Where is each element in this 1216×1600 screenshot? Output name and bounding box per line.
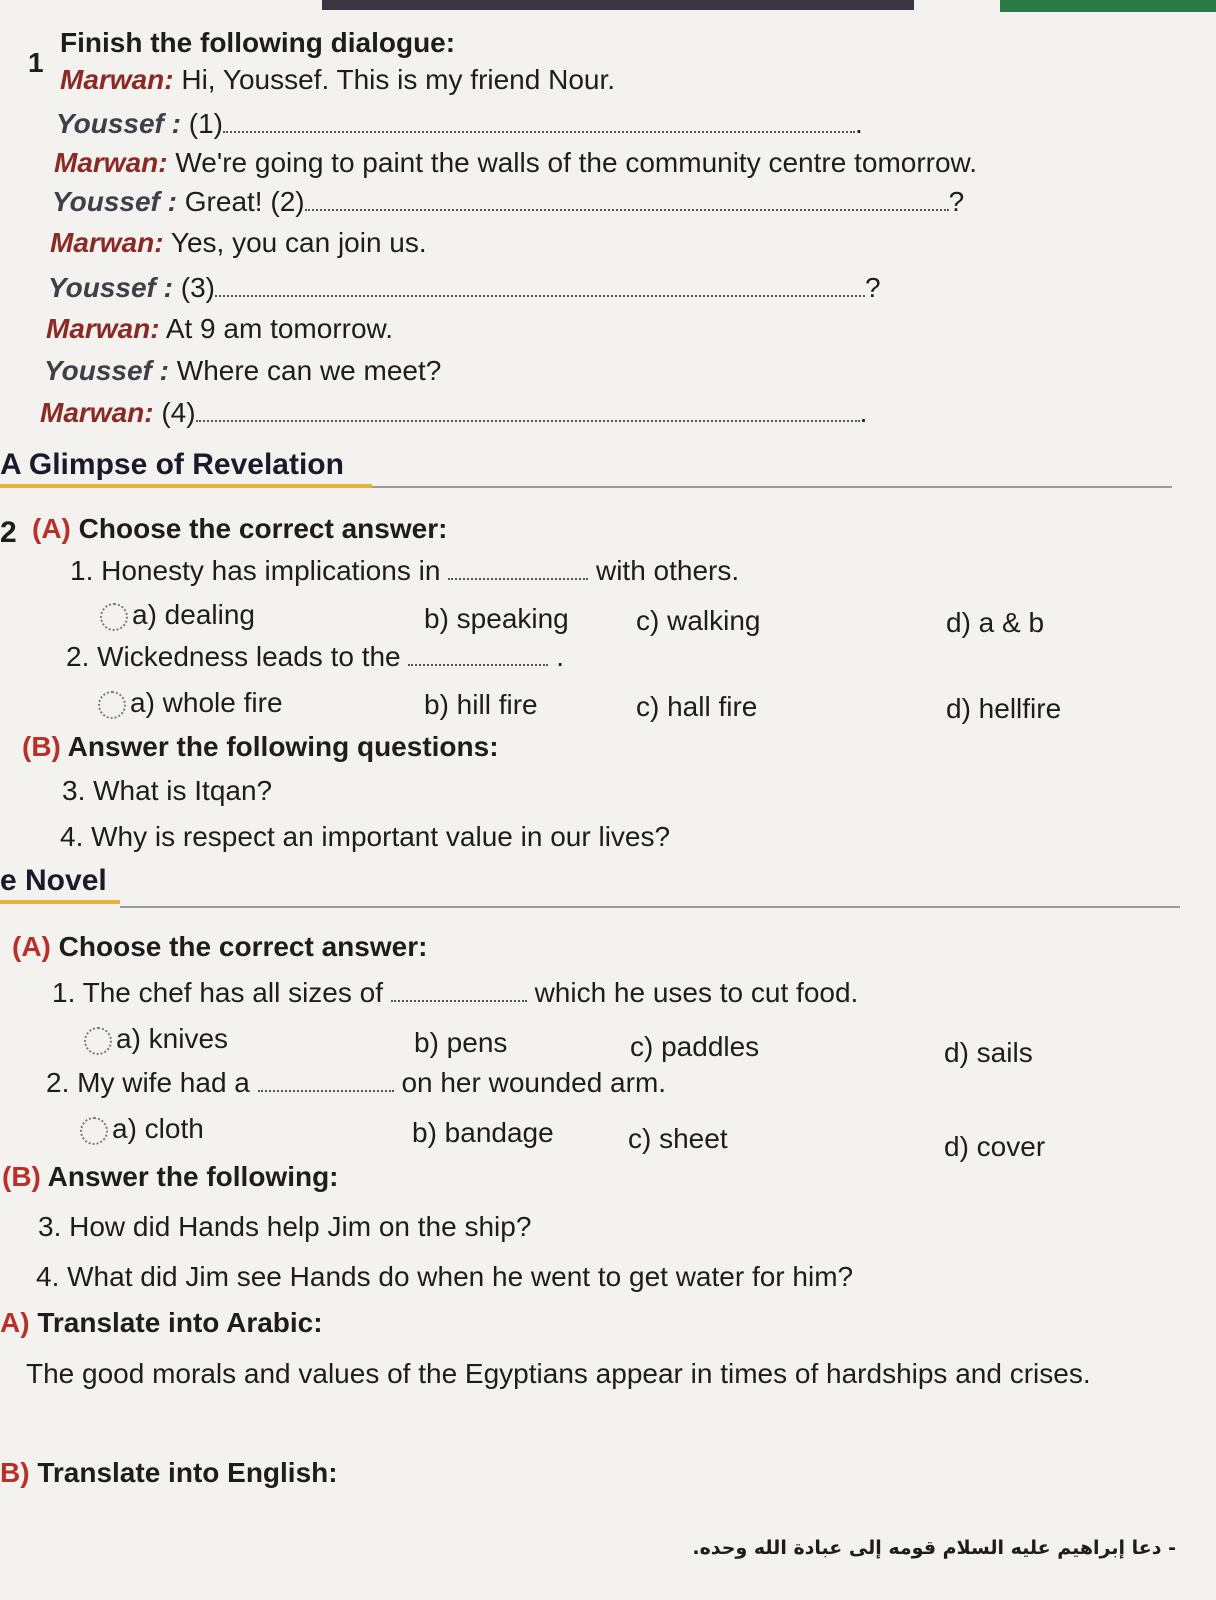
dialogue-line: Youssef : (3) ? <box>48 272 881 303</box>
part-heading: A) Translate into Arabic: <box>0 1307 323 1338</box>
answer-blank[interactable] <box>305 189 949 211</box>
answer-blank[interactable] <box>391 980 527 1002</box>
question-stem: 1. Honesty has implications in with others. <box>70 555 740 586</box>
section-underline <box>372 486 1172 488</box>
option-a[interactable]: a) knives <box>84 1022 228 1056</box>
top-green-stripe <box>1000 0 1216 12</box>
section-title: e Novel <box>0 864 107 897</box>
answer-blank[interactable] <box>215 275 865 297</box>
dialogue-line: Youssef : Great! (2) ? <box>52 186 965 217</box>
section-underline <box>120 906 1180 908</box>
open-question: 3. What is Itqan? <box>62 775 273 806</box>
dialogue-line: Youssef : Where can we meet? <box>44 355 442 386</box>
section-title: A Glimpse of Revelation <box>0 448 344 481</box>
option-b[interactable]: b) bandage <box>412 1117 554 1148</box>
top-dark-stripe <box>322 0 914 10</box>
part-heading: (B) Answer the following questions: <box>22 731 499 762</box>
part-heading: (A) Choose the correct answer: <box>12 931 428 962</box>
option-b[interactable]: b) speaking <box>424 603 569 634</box>
radio-icon[interactable] <box>98 691 126 719</box>
option-d[interactable]: d) hellfire <box>946 693 1062 724</box>
answer-blank[interactable] <box>223 111 855 133</box>
open-question: 4. What did Jim see Hands do when he went to get water for him? <box>36 1261 854 1292</box>
part-heading: (B) Answer the following: <box>2 1161 339 1192</box>
question-heading: Finish the following dialogue: <box>60 27 456 58</box>
open-question: 3. How did Hands help Jim on the ship? <box>38 1211 532 1242</box>
option-a[interactable]: a) whole fire <box>98 686 283 720</box>
answer-blank[interactable] <box>258 1070 394 1092</box>
top-color-bar <box>0 0 1216 12</box>
option-a[interactable]: a) cloth <box>80 1112 204 1146</box>
option-c[interactable]: c) hall fire <box>636 691 758 722</box>
radio-icon[interactable] <box>100 603 128 631</box>
dialogue-line: Marwan: At 9 am tomorrow. <box>46 313 393 344</box>
answer-blank[interactable] <box>448 558 588 580</box>
translation-passage: The good morals and values of the Egyptians appear in times of hardships and crises. <box>26 1358 1091 1389</box>
answer-blank[interactable] <box>196 400 860 422</box>
part-heading: (A) Choose the correct answer: <box>32 513 448 544</box>
option-b[interactable]: b) hill fire <box>424 689 538 720</box>
dialogue-line: Youssef : (1) . <box>56 108 863 139</box>
question-stem: 2. My wife had a on her wounded arm. <box>46 1067 667 1098</box>
dialogue-line: Marwan: We're going to paint the walls of the community centre tomorrow. <box>54 147 978 178</box>
option-c[interactable]: c) walking <box>636 605 761 636</box>
option-c[interactable]: c) paddles <box>630 1031 760 1062</box>
question-number: 2 <box>0 516 17 549</box>
option-d[interactable]: d) a & b <box>946 607 1045 638</box>
radio-icon[interactable] <box>80 1117 108 1145</box>
part-heading: B) Translate into English: <box>0 1457 338 1488</box>
option-d[interactable]: d) cover <box>944 1131 1046 1162</box>
answer-blank[interactable] <box>408 644 548 666</box>
arabic-passage: - دعا إبراهيم عليه السلام قومه إلى عبادة الله وحده. <box>692 1537 1176 1559</box>
dialogue-line: Marwan: Yes, you can join us. <box>50 227 427 258</box>
section-highlight <box>0 484 372 488</box>
open-question: 4. Why is respect an important value in our lives? <box>60 821 671 852</box>
question-number: 1 <box>28 47 44 78</box>
question-stem: 1. The chef has all sizes of which he uses to cut food. <box>52 977 859 1008</box>
section-highlight <box>0 900 120 904</box>
dialogue-line: Marwan: (4) . <box>40 397 868 428</box>
option-a[interactable]: a) dealing <box>100 598 255 632</box>
dialogue-line: Marwan: Hi, Youssef. This is my friend Nour. <box>60 64 616 95</box>
option-b[interactable]: b) pens <box>414 1027 508 1058</box>
option-c[interactable]: c) sheet <box>628 1123 728 1154</box>
option-d[interactable]: d) sails <box>944 1037 1033 1068</box>
radio-icon[interactable] <box>84 1027 112 1055</box>
question-stem: 2. Wickedness leads to the . <box>66 641 564 672</box>
